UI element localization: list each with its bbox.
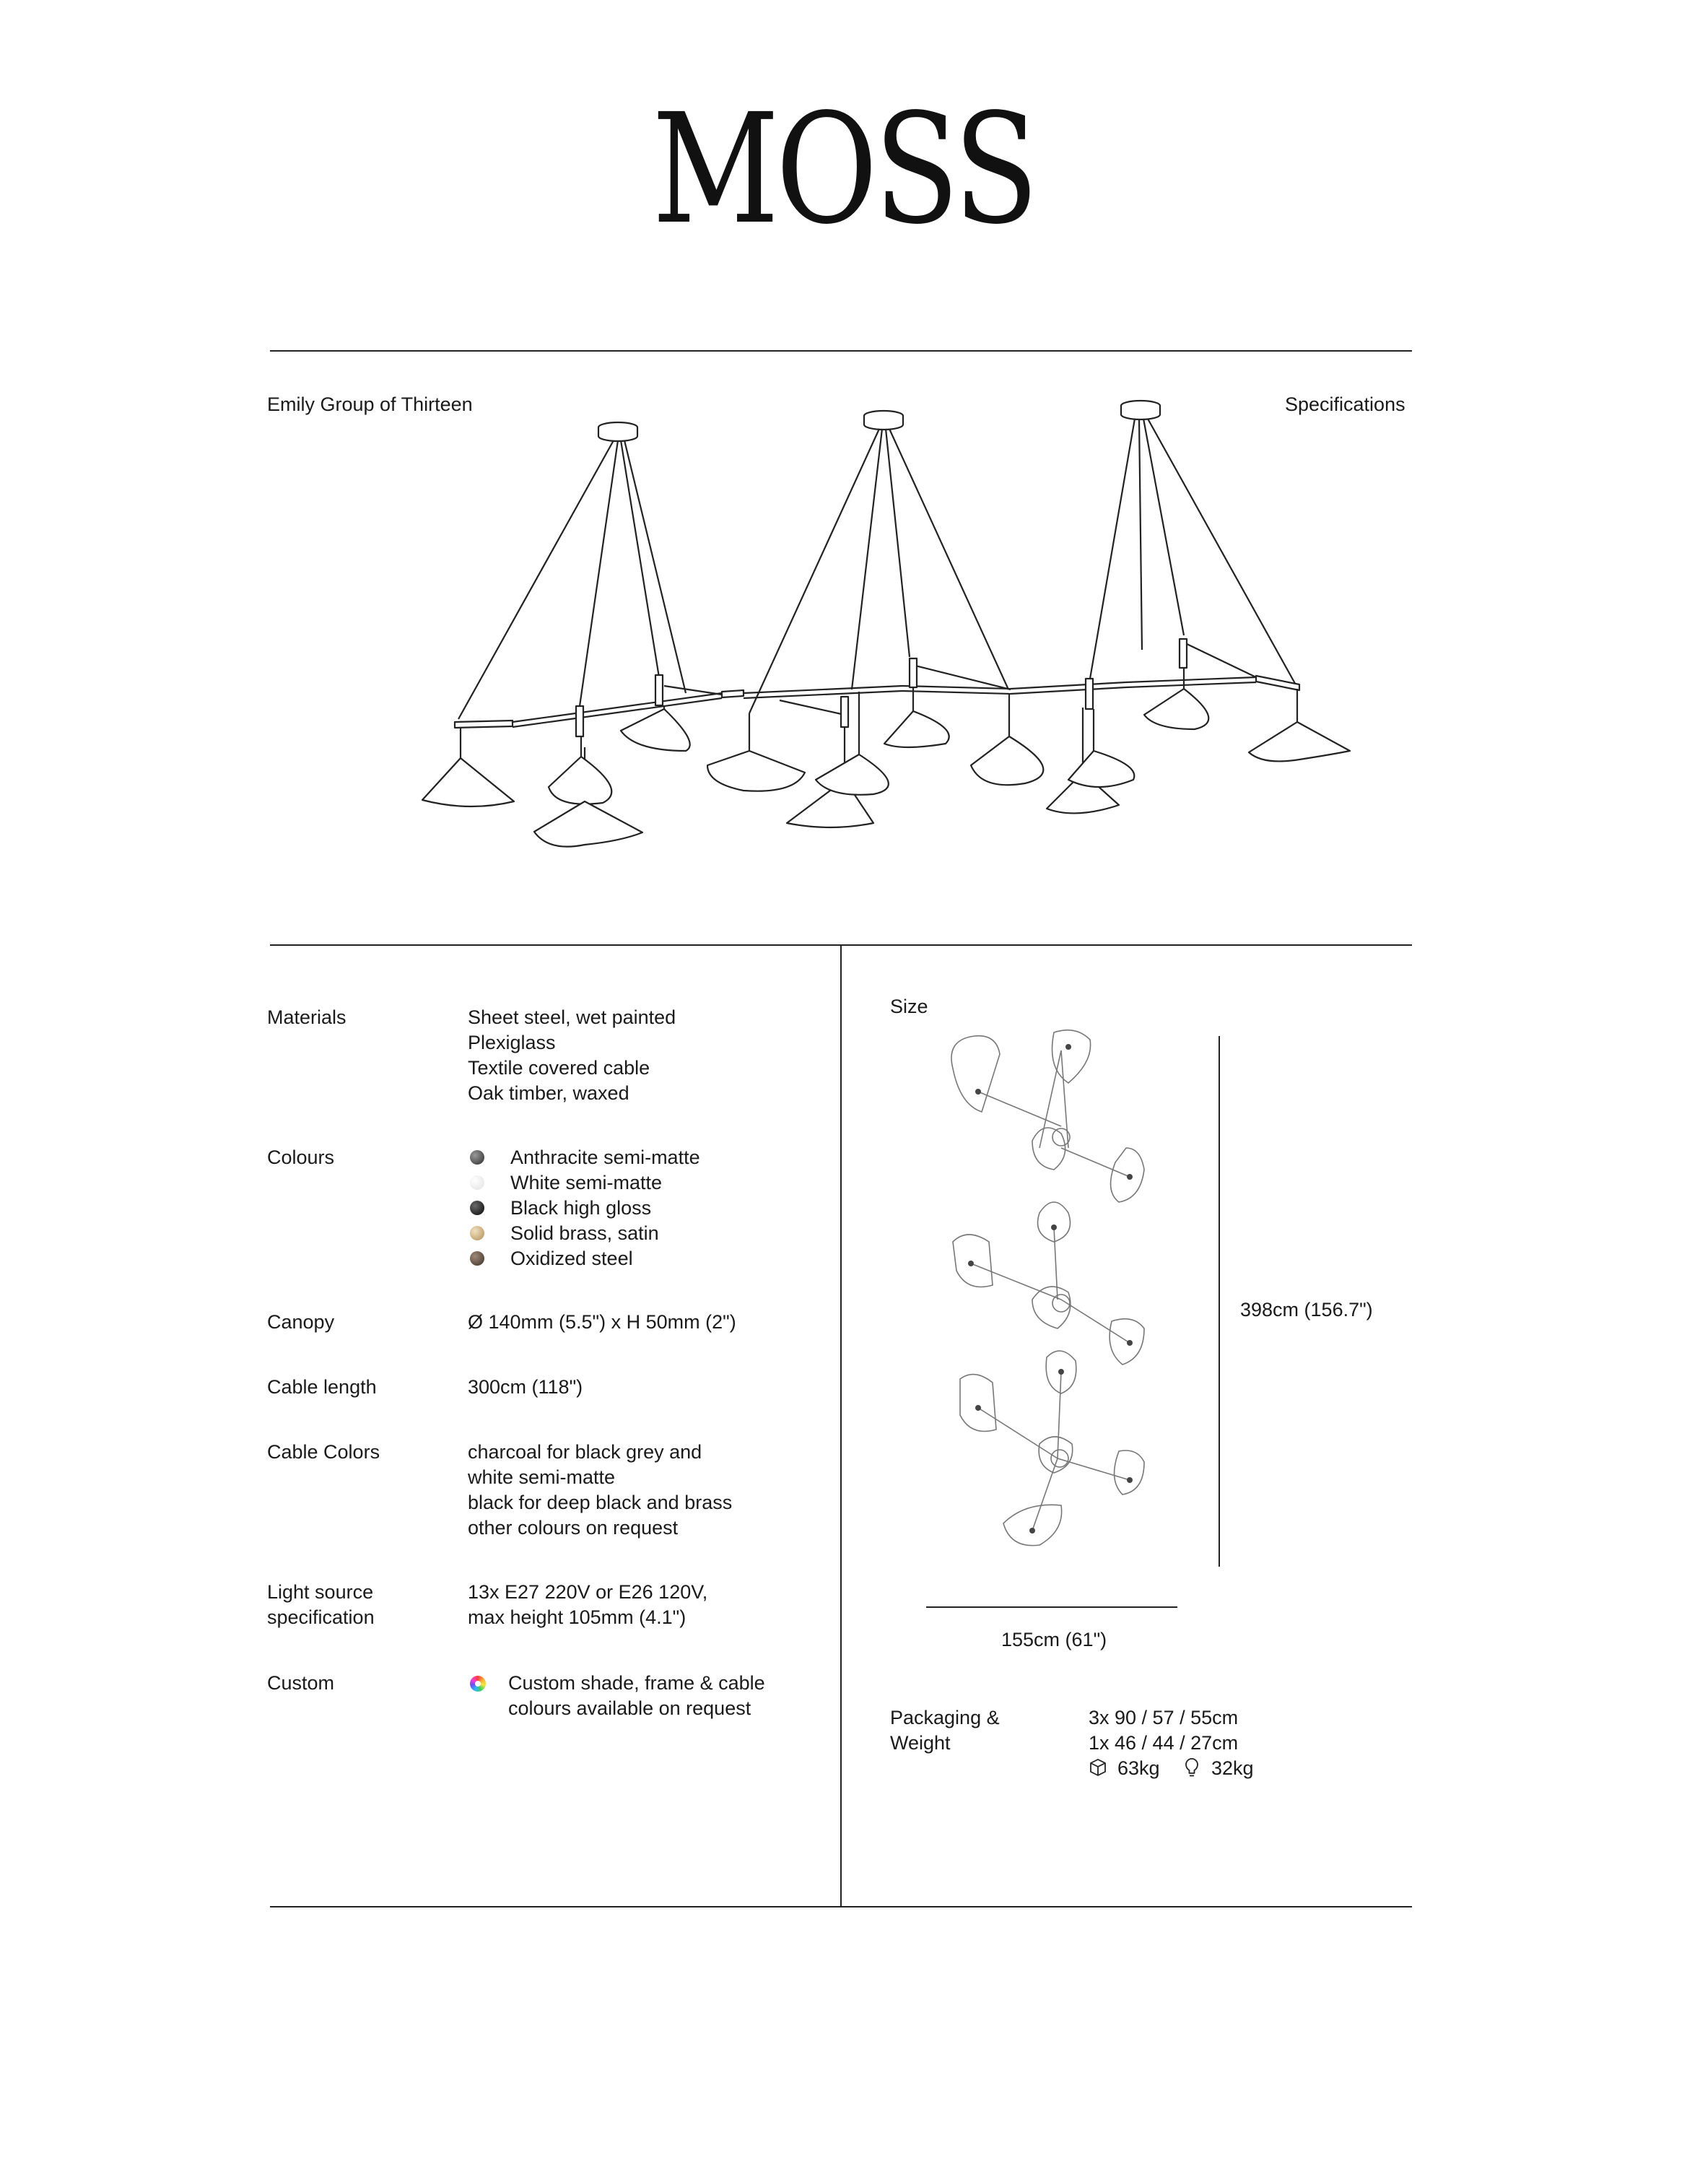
- colour-list: [470, 1145, 759, 1271]
- white-swatch: [470, 1175, 484, 1190]
- shade-4: [621, 709, 690, 751]
- colour-name: Anthracite semi-matte: [510, 1147, 700, 1168]
- colour-item: [470, 1170, 759, 1196]
- colour-item: [470, 1145, 759, 1170]
- light-source-line: 13x E27 220V or E26 120V,: [468, 1581, 708, 1603]
- black-swatch: [470, 1201, 484, 1215]
- colour-item: [470, 1246, 759, 1271]
- materials-line: Sheet steel, wet painted: [468, 1006, 676, 1028]
- shade-5: [707, 751, 805, 791]
- cable-colors-label: Cable Colors: [267, 1441, 380, 1463]
- light-source-label-line: specification: [267, 1606, 375, 1628]
- custom-line: colours available on request: [508, 1697, 751, 1719]
- cable-length-label: Cable length: [267, 1376, 377, 1398]
- materials-value: [468, 1005, 676, 1106]
- shade-3: [534, 801, 642, 847]
- shade-13: [1249, 722, 1350, 761]
- custom-label: Custom: [267, 1672, 335, 1694]
- lightbulb-icon: [1184, 1757, 1200, 1778]
- shade-9: [971, 736, 1043, 785]
- product-title: Emily Group of Thirteen: [267, 393, 473, 415]
- cable-colors-line: black for deep black and brass: [468, 1492, 733, 1513]
- box-weight: 63kg: [1117, 1757, 1160, 1779]
- brand-logo: [0, 81, 1687, 258]
- shade-7: [816, 754, 889, 795]
- brass-swatch: [470, 1226, 484, 1240]
- packaging-label-line: Packaging &: [890, 1707, 1000, 1728]
- materials-line: Plexiglass: [468, 1032, 556, 1053]
- canopy-label: Canopy: [267, 1311, 335, 1333]
- width-dimension-line: [926, 1606, 1177, 1608]
- shade-1: [422, 758, 514, 806]
- shade-8: [884, 711, 949, 747]
- custom-line: Custom shade, frame & cable: [508, 1672, 765, 1694]
- canopy-left: [598, 422, 637, 441]
- cable-colors-line: white semi-matte: [468, 1466, 616, 1488]
- shade-11: [1068, 751, 1134, 787]
- canopy-right: [1121, 401, 1160, 419]
- packaging-label-line: Weight: [890, 1732, 951, 1754]
- column-divider: [840, 944, 842, 1907]
- product-illustration: [404, 390, 1372, 866]
- custom-value: [508, 1671, 765, 1721]
- colour-name: Oxidized steel: [510, 1248, 633, 1269]
- rainbow-colour-icon: [470, 1676, 486, 1692]
- cable-colors-value: [468, 1440, 732, 1541]
- light-source-label: [267, 1580, 375, 1630]
- materials-label: Materials: [267, 1006, 346, 1028]
- canopy-value: Ø 140mm (5.5") x H 50mm (2"): [468, 1311, 736, 1333]
- oxidized-steel-swatch: [470, 1251, 484, 1266]
- top-divider: [270, 350, 1412, 352]
- colour-item: [470, 1196, 759, 1221]
- light-source-label-line: Light source: [267, 1581, 374, 1603]
- box-icon: [1089, 1758, 1107, 1777]
- size-label: Size: [890, 996, 928, 1017]
- height-dimension-line: [1219, 1036, 1220, 1567]
- shade-12: [1144, 689, 1208, 729]
- top-view-drawing: [938, 1025, 1184, 1574]
- packaging-label: [890, 1705, 1000, 1756]
- packaging-line: 1x 46 / 44 / 27cm: [1089, 1732, 1239, 1754]
- colour-item: [470, 1221, 759, 1246]
- width-dimension-label: 155cm (61"): [1001, 1629, 1107, 1650]
- cable-colors-line: other colours on request: [468, 1517, 679, 1539]
- bottom-divider: [270, 1906, 1412, 1907]
- colour-name: White semi-matte: [510, 1172, 663, 1193]
- anthracite-swatch: [470, 1150, 484, 1165]
- light-source-line: max height 105mm (4.1"): [468, 1606, 686, 1628]
- colour-name: Black high gloss: [510, 1197, 652, 1219]
- materials-line: Textile covered cable: [468, 1057, 650, 1079]
- logo-text: MOSS: [652, 81, 1035, 258]
- canopy-middle: [864, 411, 903, 430]
- height-dimension-label: 398cm (156.7"): [1240, 1299, 1373, 1321]
- specifications-label: Specifications: [1285, 393, 1405, 415]
- packaging-value: [1089, 1705, 1238, 1756]
- shade-2: [549, 757, 611, 804]
- light-source-value: [468, 1580, 707, 1630]
- cable-colors-line: charcoal for black grey and: [468, 1441, 702, 1463]
- packaging-line: 3x 90 / 57 / 55cm: [1089, 1707, 1239, 1728]
- materials-line: Oak timber, waxed: [468, 1082, 629, 1104]
- colours-label: Colours: [267, 1147, 335, 1168]
- cable-length-value: 300cm (118"): [468, 1376, 583, 1398]
- colour-name: Solid brass, satin: [510, 1222, 659, 1244]
- light-weight: 32kg: [1211, 1757, 1254, 1779]
